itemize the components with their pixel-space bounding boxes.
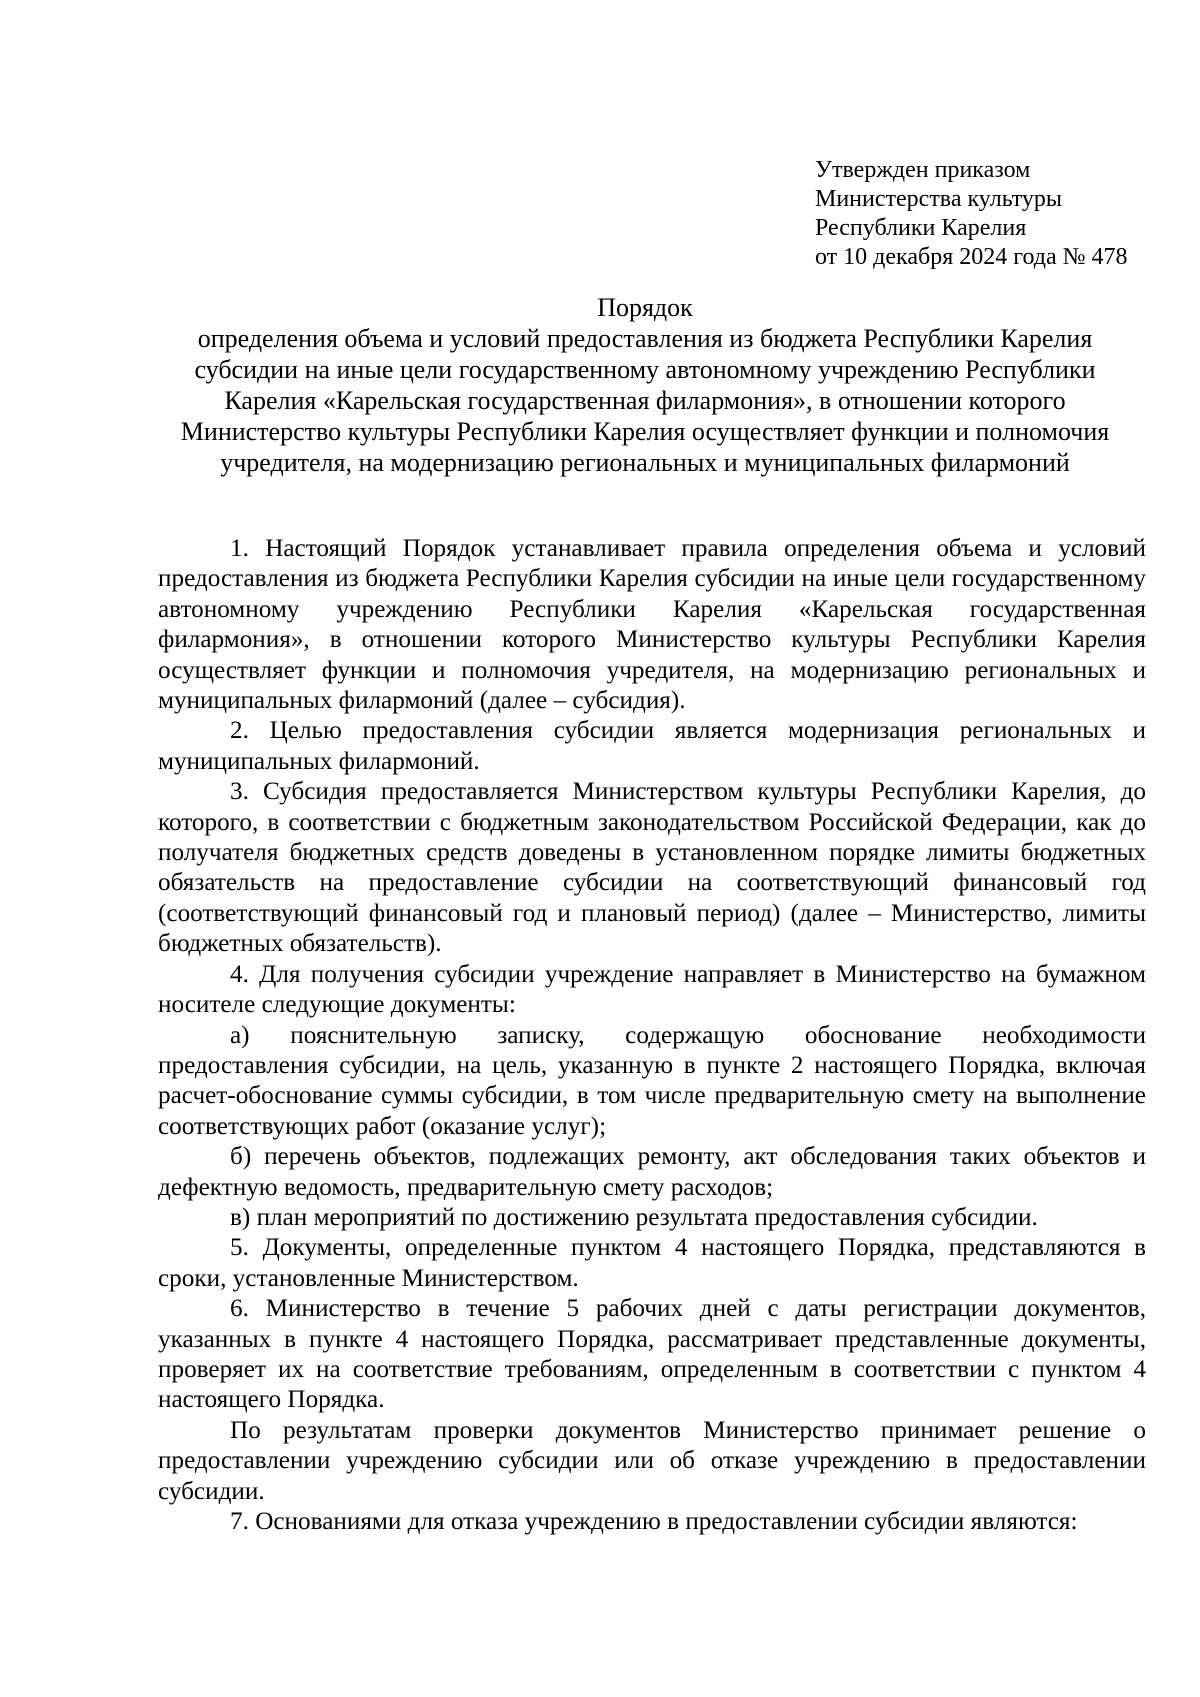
- paragraph: а) пояснительную записку, содержащую обоснование необходимости предоставления субсидии, на цель, указанную в пункте 2 настоящего Порядка, включая расчет-обоснование суммы субсидии, в том числе предварительную смету на выполнение соответствующих работ (оказание услуг);: [158, 1021, 1146, 1140]
- paragraph: 7. Основаниями для отказа учреждению в предоставлении субсидии являются:: [230, 1508, 1078, 1535]
- paragraph: 1. Настоящий Порядок устанавливает правила определения объема и условий предоставления из бюджета Республики Карелия субсидии на иные цели государственному автономному учреждению Республики Карелия «Карельская государственная филармония», в отношении которого Министерство культуры Республики Карелия осуществляет функции и полномочия учредителя, на модернизацию региональных и муниципальных филармоний (далее – субсидия).: [158, 535, 1146, 715]
- approval-stamp-block: [815, 156, 1128, 272]
- paragraph: По результатам проверки документов Министерство принимает решение о предоставлении учреждению субсидии или об отказе учреждению в предоставлении субсидии.: [158, 1416, 1146, 1505]
- approval-line: от 10 декабря 2024 года № 478: [815, 244, 1128, 270]
- paragraph: 5. Документы, определенные пунктом 4 настоящего Порядка, представляются в сроки, установленные Министерством.: [158, 1234, 1146, 1292]
- title-subtitle: определения объема и условий предоставления из бюджета Республики Карелия субсидии на иные цели государственному автономному учреждению Республики Карелия «Карельская государственная филармония», в отношении которого Министерство культуры Республики Карелия осуществляет функции и полномочия учредителя, на модернизацию региональных и муниципальных филармоний: [180, 324, 1110, 477]
- approval-line: Министерства культуры: [815, 186, 1063, 212]
- paragraph: 2. Целью предоставления субсидии является модернизация региональных и муниципальных филармоний.: [158, 717, 1146, 775]
- paragraph: 3. Субсидия предоставляется Министерством культуры Республики Карелия, до которого, в соответствии с бюджетным законодательством Российской Федерации, как до получателя бюджетных средств доведены в установленном порядке лимиты бюджетных обязательств на предоставление субсидии на соответствующий финансовый год (соответствующий финансовый год и плановый период) (далее – Министерство, лимиты бюджетных обязательств).: [158, 778, 1146, 958]
- paragraph: 4. Для получения субсидии учреждение направляет в Министерство на бумажном носителе следующие документы:: [158, 960, 1146, 1019]
- paragraph: б) перечень объектов, подлежащих ремонту, акт обследования таких объектов и дефектную ведомость, предварительную смету расходов;: [158, 1143, 1146, 1201]
- paragraph: в) план мероприятий по достижению результата предоставления субсидии.: [230, 1203, 1038, 1231]
- document-body: [158, 534, 1146, 1537]
- document-title: [150, 292, 1140, 478]
- paragraph: 6. Министерство в течение 5 рабочих дней с даты регистрации документов, указанных в пункте 4 настоящего Порядка, рассматривает представленные документы, проверяет их на соответствие требованиям, определенным в соответствии с пунктом 4 настоящего Порядка.: [158, 1295, 1146, 1414]
- approval-line: Утвержден приказом: [815, 157, 1031, 183]
- title-heading: Порядок: [597, 293, 693, 322]
- approval-line: Республики Карелия: [815, 215, 1027, 241]
